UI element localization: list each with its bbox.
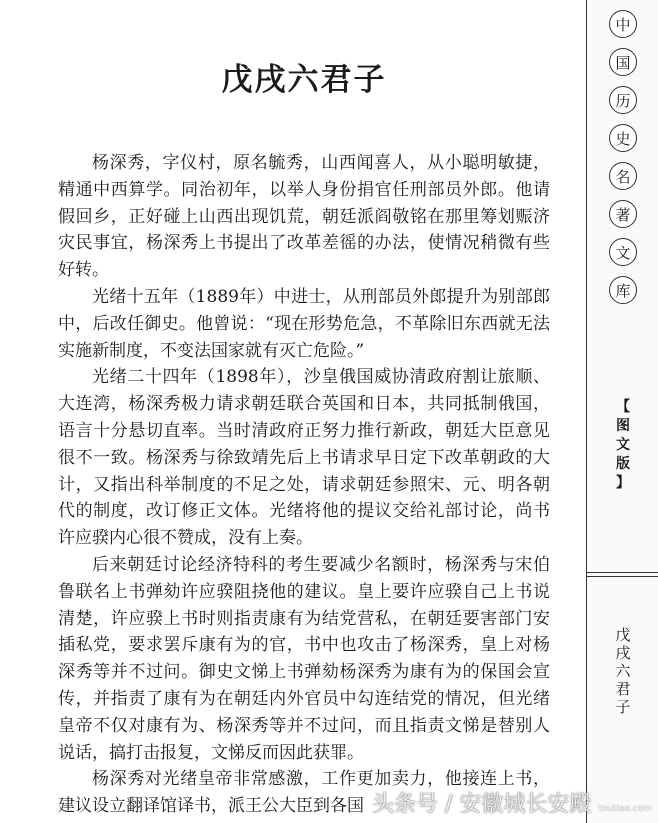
watermark-subtext: toutiao.com [598,804,652,814]
edition-char: 】 [616,475,630,491]
chapter-title: 戊戌六君子 [221,62,387,98]
paragraph: 光绪二十四年（1898年），沙皇俄国威协清政府割让旅顺、大连湾，杨深秀极力请求朝廷联合英国和日本，共同抵制俄国，语言十分悬切直率。当时清政府正努力推行新政，朝廷大臣意见很不一致。杨深秀与徐致靖先后上书请求早日定下改革朝政的大计，又指出科举制度的不足之处，请求朝廷参照宋、元、明各朝代的制度，改订修正文体。光绪将他的提议交给礼部讨论，尚书许应骙内心很不赞成，没有上奏。 [58,367,550,549]
series-title-char: 库 [609,276,637,304]
section-title-char: 君 [615,680,631,698]
series-title-char: 著 [609,200,637,228]
series-title-char: 中 [609,10,637,38]
divider-line [587,576,658,577]
edition-char: 【 [616,399,630,415]
series-title-char: 名 [609,162,637,190]
series-title-char: 史 [609,124,637,152]
series-title-char: 文 [609,238,637,266]
section-title-char: 六 [615,662,631,680]
section-title-char: 子 [615,698,631,716]
edition-label [587,398,658,493]
series-title-char: 国 [609,48,637,76]
watermark-text: 头条号 / 安徽城长安殿 [372,791,592,817]
edition-char: 文 [616,437,630,453]
section-title-char: 戊 [615,626,631,644]
main-text-column [58,60,550,823]
chapter-body [58,150,550,820]
paragraph: 光绪十五年（1889年）中进士，从刑部员外郎提升为别部郎中，后改任御史。他曾说：“现在形势危急，不革除旧东西就无法实施新制度，不变法国家就有灭亡危险。” [58,286,550,361]
paragraph: 后来朝廷讨论经济特科的考生要减少名额时，杨深秀与宋伯鲁联名上书弹劾许应骙阻挠他的建议。皇上要许应骙自己上书说清楚，许应骙上书时则指责康有为结党营私，在朝廷要害部门安插私党，要求罢斥康有为的官，书中也攻击了杨深秀，皇上对杨深秀等并不过问。御史文悌上书弹劾杨深秀为康有为的保国会宣传，并指责了康有为在朝廷内外官员中勾连结党的情况，但光绪皇帝不仅对康有为、杨深秀等并不过问，而且指责文悌是替别人说话，搞打击报复，文悌反而因此获罪。 [58,554,550,763]
series-title [587,10,658,314]
divider-line [587,572,658,573]
watermark [372,784,658,820]
paragraph: 杨深秀，字仪村，原名毓秀，山西闻喜人，从小聪明敏捷，精通中西算学。同治初年，以举人身份捐官任刑部员外郎。他请假回乡，正好碰上山西出现饥荒，朝廷派阎敬铭在那里筹划赈济灾民事宜，杨深秀上书提出了改革差徭的办法，使情况稍微有些好转。 [58,153,550,281]
side-panel [586,0,658,823]
edition-char: 图 [616,418,630,434]
section-title-char: 戌 [615,644,631,662]
section-title-vertical [587,626,658,716]
edition-char: 版 [616,456,630,472]
series-title-char: 历 [609,86,637,114]
paragraph: 杨深秀对光绪皇帝非常感激，工作更加卖力，他接连上书，建议设立翻译馆译书，派王公大臣到各国 [58,769,550,817]
